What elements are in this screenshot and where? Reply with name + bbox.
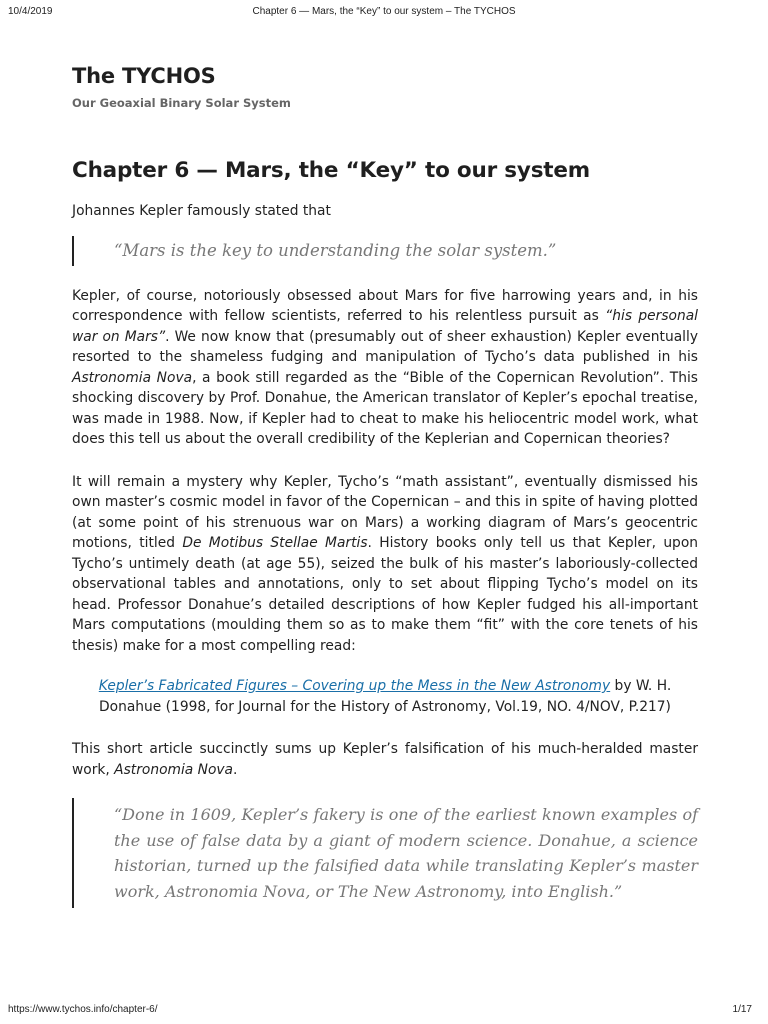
paragraph-text: , a book still regarded as the “Bible of the Copernican Revolution”. This shocking discovery by Prof. Donahue, the American translator of Kepler’s epochal treatise, was made in 1988. Now, if Kepler had to cheat to make his heliocentric model work, what does this tell us about the overall credibility of the Keplerian and Copernican theories? (72, 369, 698, 447)
fakery-quote: “Done in 1609, Kepler’s fakery is one of the earliest known examples of the use of false data by a giant of modern science. Donahue, a science historian, turned up the falsified data while translating Kepler’s master work, Astronomia Nova, or The New Astronomy, into English.” (72, 798, 698, 908)
print-url: https://www.tychos.info/chapter-6/ (8, 1004, 158, 1015)
citation-details: by W. H. Donahue (1998, for Journal for the History of Astronomy, Vol.19, NO. 4/NOV, P.217) (99, 678, 672, 715)
print-date: 10/4/2019 (8, 6, 53, 17)
paragraph-summary (72, 739, 698, 780)
de-motibus-title: De Motibus Stellae Martis (182, 535, 368, 551)
astronomia-nova-title: Astronomia Nova (114, 761, 234, 778)
paragraph-kepler-mystery (72, 472, 698, 657)
paragraph-text: . (233, 761, 238, 778)
kepler-mars-quote: “Mars is the key to understanding the solar system.” (72, 236, 698, 266)
paragraph-text: . We now know that (presumably out of sheer exhaustion) Kepler eventually resorted to the shameless fudging and manipulation of Tycho’s data published in his (72, 328, 698, 365)
print-page-number: 1/17 (732, 1004, 752, 1015)
personal-war-phrase: “his personal war on Mars” (72, 308, 698, 345)
print-page-title: Chapter 6 — Mars, the “Key” to our system – The TYCHOS (252, 6, 516, 17)
astronomia-nova-title: Astronomia Nova (72, 369, 193, 386)
intro-paragraph: Johannes Kepler famously stated that (72, 203, 331, 219)
chapter-title: Chapter 6 — Mars, the “Key” to our system (72, 158, 590, 183)
paragraph-text: Kepler, of course, notoriously obsessed about Mars for five harrowing years and, in his correspondence with fellow scientists, referred to his relentless pursuit as (72, 287, 698, 324)
print-footer (8, 1004, 760, 1018)
citation (72, 676, 698, 717)
paragraph-kepler-obsession (72, 286, 698, 450)
site-description: Our Geoaxial Binary Solar System (72, 96, 291, 110)
paragraph-text: . History books only tell us that Kepler, upon Tycho’s untimely death (at age 55), seized the bulk of his master’s laboriously-collected observational tables and annotations, only to set about flipping Tycho’s model on its head. Professor Donahue’s detailed descriptions of how Kepler fudged his all-important Mars computations (moulding them so as to make them “fit” with the core tenets of his thesis) make for a most compelling read: (72, 535, 699, 654)
paragraph-text: It will remain a mystery why Kepler, Tycho’s “math assistant”, eventually dismissed his own master’s cosmic model in favor of the Copernican – and this in spite of having plotted (at some point of his strenuous war on Mars) a working diagram of Mars’s geocentric motions, titled (72, 473, 698, 551)
donahue-article-link[interactable]: Kepler’s Fabricated Figures – Covering up the Mess in the New Astronomy (98, 678, 611, 694)
page-content (72, 64, 698, 908)
site-title[interactable]: The TYCHOS (72, 64, 216, 88)
paragraph-text: This short article succinctly sums up Kepler’s falsification of his much-heralded master work, (72, 741, 698, 778)
